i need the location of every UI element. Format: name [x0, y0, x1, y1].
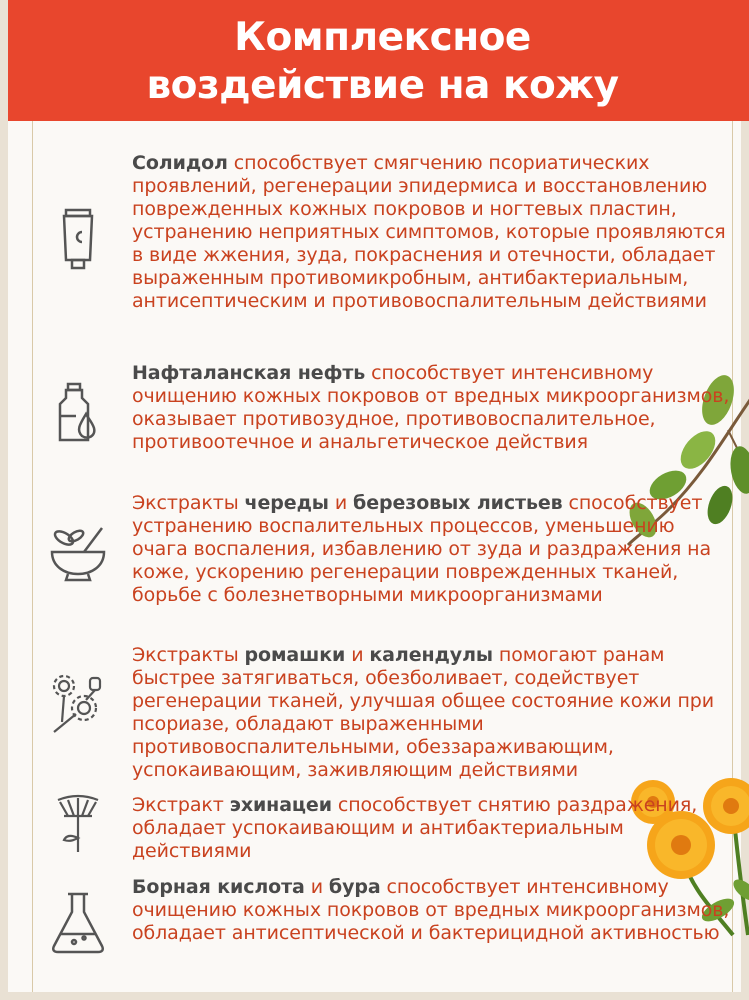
- item-title-1: Борная кислота: [132, 876, 305, 898]
- flask-icon: [46, 890, 110, 954]
- item-title-2: березовых листьев: [353, 492, 563, 514]
- cream-tube-icon: [46, 206, 110, 270]
- mortar-herbs-icon: [46, 520, 110, 584]
- item-prefix: Экстракт: [132, 794, 230, 816]
- item-title-2: бура: [328, 876, 381, 898]
- item-prefix: Экстракты: [132, 644, 245, 666]
- item-title: Солидол: [132, 152, 228, 174]
- item-conjunction: и: [328, 492, 354, 514]
- item-text: помогают ранам быстрее затягиваться, обезболивает, содействует регенерации тканей, улучшая общее состояние кожи при псориазе, обладают выраженными противовоспалительными, обеззараживающим, успокаивающим, заживляющим действиями: [132, 644, 715, 781]
- item-chamomile-calendula: [132, 644, 732, 782]
- item-echinacea: [132, 794, 732, 863]
- flowers-icon: [46, 672, 110, 736]
- item-prefix: Экстракты: [132, 492, 245, 514]
- item-text: способствует снятию раздражения, обладает успокаивающим и антибактериальным действиями: [132, 794, 698, 862]
- oil-bottle-icon: [46, 380, 110, 444]
- echinacea-icon: [46, 790, 110, 854]
- item-title-2: календулы: [369, 644, 493, 666]
- item-text: способствует устранению воспалительных процессов, уменьшению очага воспаления, избавлению от зуда и раздражения на коже, ускорению регенерации поврежденных тканей, борьбе с болезнетворными микроорганизмами: [132, 492, 711, 606]
- header-banner: [8, 0, 749, 121]
- item-text: способствует смягчению псориатических проявлений, регенерации эпидермиса и восстановлению поврежденных кожных покровов и ногтевых пластин, устранению неприятных симптомов, которые проявляются в виде жжения, зуда, покраснения и отечности, обладает выраженным противомикробным, антибактериальным, антисептическим и противовоспалительным действиями: [132, 152, 726, 312]
- item-title-1: ромашки: [244, 644, 346, 666]
- title-line-2: воздействие на кожу: [146, 63, 619, 108]
- item-chereda-birch: [132, 492, 732, 607]
- item-conjunction: и: [304, 876, 329, 898]
- item-text: способствует интенсивному очищению кожных покровов от вредных микроорганизмов, обладает антисептической и бактерицидной активностью: [132, 876, 730, 944]
- item-text: способствует интенсивному очищению кожных покровов от вредных микроорганизмов, оказывает противозудное, противовоспалительное, противоотечное и анальгетическое действия: [132, 362, 730, 453]
- item-title: эхинацеи: [229, 794, 332, 816]
- item-title: Нафталанская нефть: [132, 362, 366, 384]
- title-line-1: Комплексное: [234, 15, 531, 60]
- item-solidol: [132, 152, 732, 313]
- item-conjunction: и: [345, 644, 370, 666]
- item-naftalan: [132, 362, 732, 454]
- item-title-1: череды: [244, 492, 329, 514]
- item-boric-acid-borax: [132, 876, 732, 945]
